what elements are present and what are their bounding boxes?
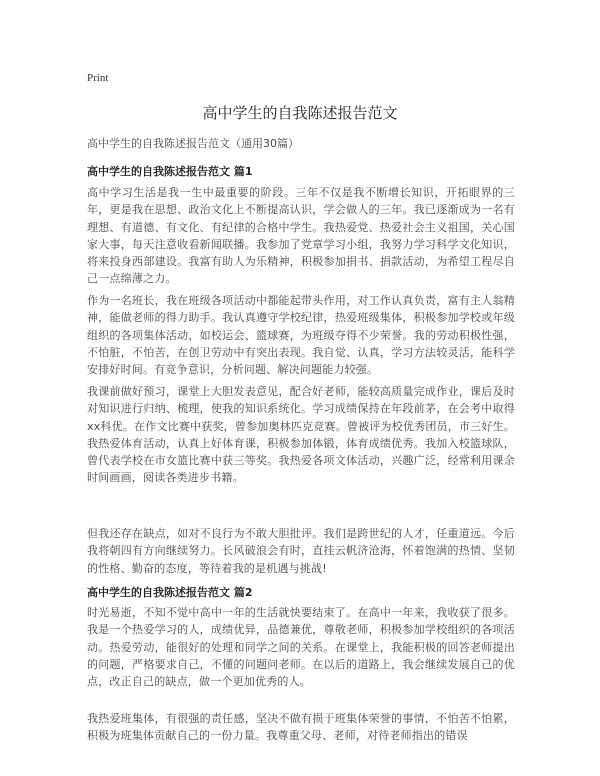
section-heading-2: 高中学生的自我陈述报告范文 篇2 <box>87 586 253 599</box>
paragraph: 作为一名班长，我在班级各项活动中都能起带头作用，对工作认真负责，富有主人翁精神，能做老师的得力助手。我认真遵守学校纪律，热爱班级集体，积极参加学校或年级组织的各项集体活动，如校运会、篮球赛，为班级夺得不少荣誉。我的劳动积极性强，不怕脏，不怕苦，在创卫劳动中有突出表现。我自觉、认真，学习方法较灵活，能科学安排好时间。有竞争意识，分析问题、解决问题能力较强。 <box>87 294 515 377</box>
paragraph: 但我还存在缺点，如对不良行为不敢大胆批评。我们是跨世纪的人才，任重道远。今后我将朝四有方向继续努力。长风破浪会有时，直挂云帆济沧海，怀着饱满的热情、坚韧的性格、勤奋的态度，等待着我的是机遇与挑战! <box>87 527 515 575</box>
paragraph: 时光易逝，不知不觉中高中一年的生活就快要结束了。在高中一年来，我收获了很多。我是一个热爱学习的人，成绩优异，品德兼优，尊敬老师，积极参加学校组织的各项活动。热爱劳动，能很好的处理和同学之间的关系。在课堂上，我能积极的回答老师提出的问题，严格要求自己，不懂的问题问老师。在以后的道路上，我会继续发展自己的优点，改正自己的缺点，做一个更加优秀的人。 <box>87 606 515 689</box>
print-link[interactable]: Print <box>87 72 109 84</box>
document-subtitle: 高中学生的自我陈述报告范文（通用30篇） <box>87 137 299 150</box>
page-title: 高中学生的自我陈述报告范文 <box>202 104 398 122</box>
paragraph: 高中学习生活是我一生中最重要的阶段。三年不仅是我不断增长知识，开拓眼界的三年，更是我在思想、政治文化上不断提高认识，学会做人的三年。我已逐渐成为一名有理想、有道德、有文化、有纪律的合格中学生。我热爱党、热爱社会主义祖国，关心国家大事，每天注意收看新闻联播。我参加了党章学习小组，我努力学习科学文化知识，将来投身西部建设。我富有助人为乐精神，积极参加捐书、捐款活动，为希望工程尽自己一点绵薄之力。 <box>87 186 515 286</box>
paragraph: 我课前做好预习，课堂上大胆发表意见，配合好老师，能较高质量完成作业，课后及时对知识进行归纳、梳理，使我的知识系统化。学习成绩保持在年段前茅，在会考中取得xx科优。在作文比赛中获奖，曾参加奥林匹克竞赛。曾被评为校优秀团员，市三好生。我热爱体育活动，认真上好体育课，积极参加体锻，体育成绩优秀。我加入校篮球队，曾代表学校在市女篮比赛中获三等奖。我热爱各项文体活动，兴趣广泛，经常利用课余时间画画，阅读各类进步书籍。 <box>87 385 515 485</box>
section-heading-1: 高中学生的自我陈述报告范文 篇1 <box>87 165 253 178</box>
paragraph: 我热爱班集体，有很强的责任感，坚决不做有损于班集体荣誉的事情，不怕苦不怕累，积极为班集体贡献自己的一份力量。我尊重父母、老师，对待老师指出的错误 <box>87 712 515 743</box>
